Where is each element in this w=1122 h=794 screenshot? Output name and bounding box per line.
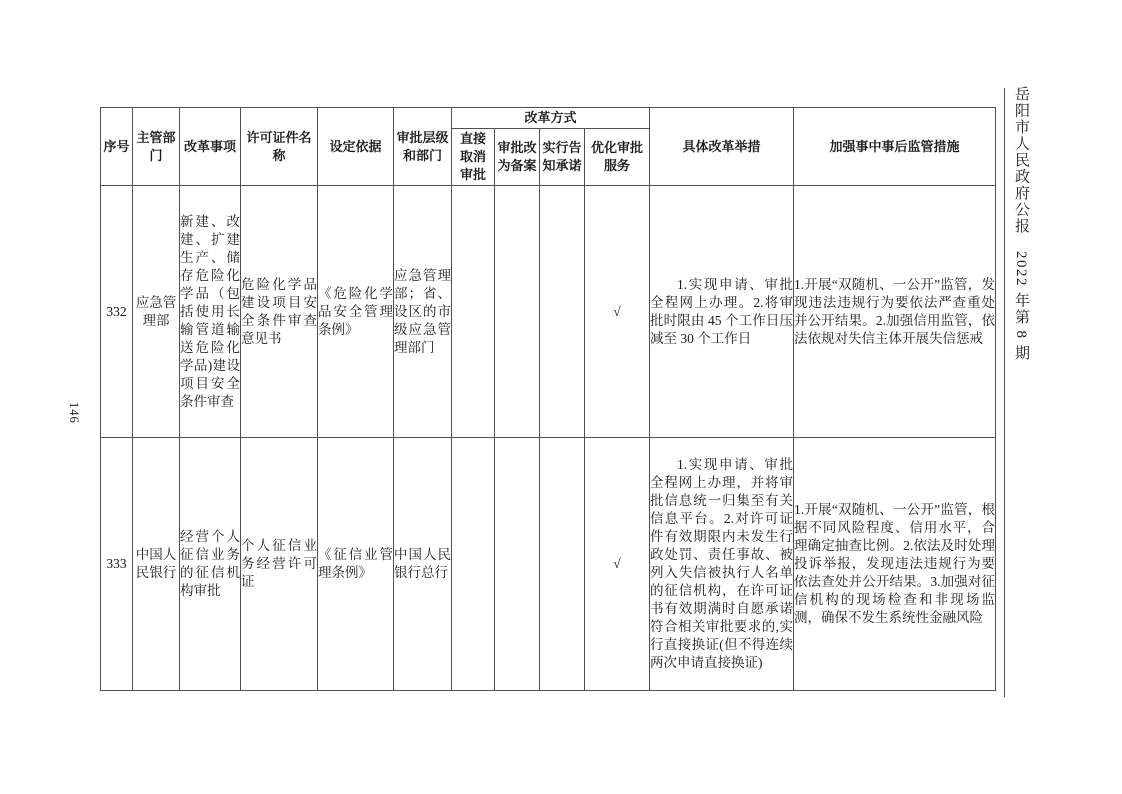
col-header-supervision: 加强事中事后监管措施	[794, 108, 996, 186]
col-header-measures: 具体改革举措	[650, 108, 794, 186]
cell-seq: 332	[101, 186, 133, 438]
reform-items-table-wrap	[100, 107, 996, 691]
col-header-dept: 主管部门	[133, 108, 180, 186]
col-header-change-to-filing: 审批改为备案	[495, 129, 540, 186]
cell-check-filing	[495, 438, 540, 691]
cell-check-optimize: √	[585, 186, 650, 438]
col-header-basis: 设定依据	[318, 108, 394, 186]
sidebar-divider-rule	[1004, 88, 1005, 697]
cell-check-cancel	[452, 186, 495, 438]
table-row	[101, 186, 996, 438]
col-header-notify-commitment: 实行告知承诺	[540, 129, 585, 186]
gazette-title-vertical: 岳阳市人民政府公报 2022 年第 8 期	[1013, 86, 1029, 362]
cell-check-optimize: √	[585, 438, 650, 691]
header-row-group	[101, 108, 996, 129]
cell-seq: 333	[101, 438, 133, 691]
cell-basis: 《危险化学品安全管理条例》	[318, 186, 394, 438]
col-header-approval-level: 审批层级和部门	[394, 108, 452, 186]
cell-dept: 中国人民银行	[133, 438, 180, 691]
col-header-cancel-approval: 直接取消审批	[452, 129, 495, 186]
cell-check-notify	[540, 186, 585, 438]
cell-license-name: 个人征信业务经营许可证	[241, 438, 318, 691]
cell-approval-level: 应急管理部；省、设区的市级应急管理部门	[394, 186, 452, 438]
cell-check-filing	[495, 186, 540, 438]
cell-supervision: 1.开展“双随机、一公开”监管，根据不同风险程度、信用水平，合理确定抽查比例。2.依法及时处理投诉举报，发现违法违规行为要依法查处并公开结果。3.加强对征信机构的现场检查和非现场监测，确保不发生系统性金融风险	[794, 438, 996, 691]
cell-measures: 1.实现申请、审批全程网上办理，并将审批信息统一归集至有关信息平台。2.对许可证件有效期限内未发生行政处罚、责任事故、被列入失信被执行人名单的征信机构，在许可证书有效期满时自愿承诺符合相关审批要求的,实行直接换证(但不得连续两次申请直接换证)	[650, 438, 794, 691]
col-header-seq: 序号	[101, 108, 133, 186]
col-header-license-name: 许可证件名称	[241, 108, 318, 186]
cell-license-name: 危险化学品建设项目安全条件审查意见书	[241, 186, 318, 438]
table-row	[101, 438, 996, 691]
cell-dept: 应急管理部	[133, 186, 180, 438]
col-header-optimize-service: 优化审批服务	[585, 129, 650, 186]
cell-reform-item: 新建、改建、扩建生产、储存危险化学品（包括使用长输管道输送危险化学品)建设项目安全条件审查	[180, 186, 241, 438]
reform-items-table	[100, 107, 996, 691]
cell-check-cancel	[452, 438, 495, 691]
page-number: 146	[67, 402, 81, 424]
col-header-reform-item: 改革事项	[180, 108, 241, 186]
cell-supervision: 1.开展“双随机、一公开”监管，发现违法违规行为要依法严查重处并公开结果。2.加强信用监管，依法依规对失信主体开展失信惩戒	[794, 186, 996, 438]
cell-measures: 1.实现申请、审批全程网上办理。2.将审批时限由 45 个工作日压减至 30 个工作日	[650, 186, 794, 438]
cell-basis: 《征信业管理条例》	[318, 438, 394, 691]
cell-approval-level: 中国人民银行总行	[394, 438, 452, 691]
cell-reform-item: 经营个人征信业务的征信机构审批	[180, 438, 241, 691]
col-header-reform-mode-group: 改革方式	[452, 108, 650, 129]
cell-check-notify	[540, 438, 585, 691]
